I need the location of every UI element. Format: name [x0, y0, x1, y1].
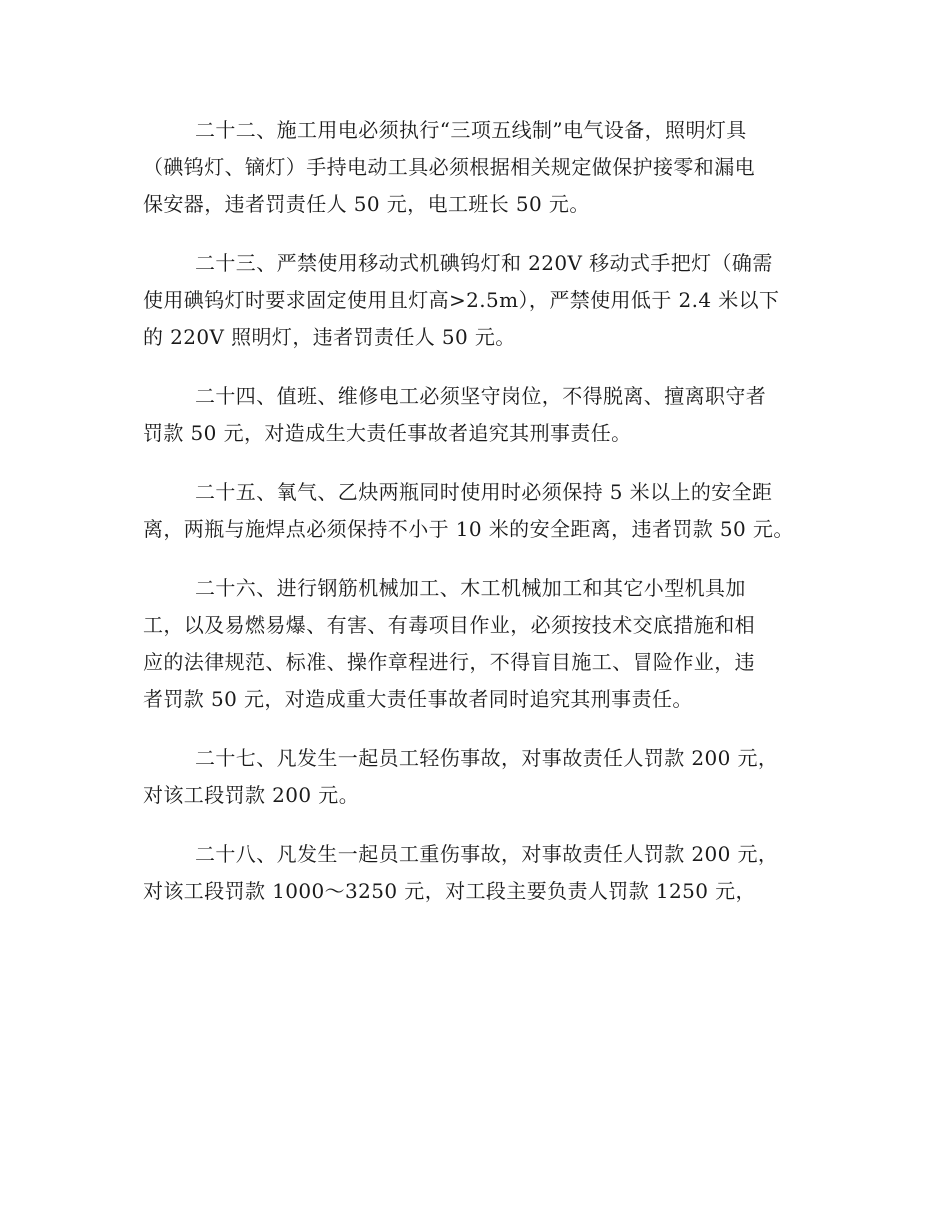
document-page: [143, 112, 803, 932]
paragraph-line: 二十五、氧气、乙炔两瓶同时使用时必须保持 5 米以上的安全距: [195, 480, 773, 504]
paragraph-28: [143, 836, 803, 910]
paragraph-line: 者罚款 50 元，对造成重大责任事故者同时追究其刑事责任。: [143, 687, 693, 711]
paragraph-line: 罚款 50 元，对造成生大责任事故者追究其刑事责任。: [143, 421, 632, 445]
paragraph-line: 应的法律规范、标准、操作章程进行，不得盲目施工、冒险作业，违: [143, 650, 755, 674]
paragraph-line: 的 220V 照明灯，违者罚责任人 50 元。: [143, 325, 516, 349]
paragraph-24: [143, 378, 803, 452]
paragraph-line: 二十七、凡发生一起员工轻伤事故，对事故责任人罚款 200 元，: [195, 746, 779, 770]
paragraph-line: 对该工段罚款 200 元。: [143, 783, 360, 807]
paragraph-26: [143, 570, 803, 718]
paragraph-line: 工，以及易燃易爆、有害、有毒项目作业，必须按技术交底措施和相: [143, 613, 755, 637]
paragraph-line: 二十二、施工用电必须执行“三项五线制”电气设备，照明灯具: [195, 118, 747, 142]
paragraph-line: 二十八、凡发生一起员工重伤事故，对事故责任人罚款 200 元，: [195, 842, 779, 866]
paragraph-line: 保安器，违者罚责任人 50 元，电工班长 50 元。: [143, 192, 590, 216]
paragraph-27: [143, 740, 803, 814]
paragraph-line: 二十四、值班、维修电工必须坚守岗位，不得脱离、擅离职守者: [195, 384, 767, 408]
paragraph-line: 对该工段罚款 1000～3250 元，对工段主要负责人罚款 1250 元，: [143, 879, 756, 903]
paragraph-line: 离，两瓶与施焊点必须保持不小于 10 米的安全距离，违者罚款 50 元。: [143, 517, 794, 541]
paragraph-22: [143, 112, 803, 223]
paragraph-line: 二十三、严禁使用移动式机碘钨灯和 220V 移动式手把灯（确需: [195, 251, 773, 275]
paragraph-25: [143, 474, 803, 548]
paragraph-line: 二十六、进行钢筋机械加工、木工机械加工和其它小型机具加: [195, 576, 746, 600]
paragraph-23: [143, 245, 803, 356]
paragraph-line: 使用碘钨灯时要求固定使用且灯高>2.5m），严禁使用低于 2.4 米以下: [143, 288, 780, 312]
paragraph-line: （碘钨灯、镝灯）手持电动工具必须根据相关规定做保护接零和漏电: [143, 155, 755, 179]
